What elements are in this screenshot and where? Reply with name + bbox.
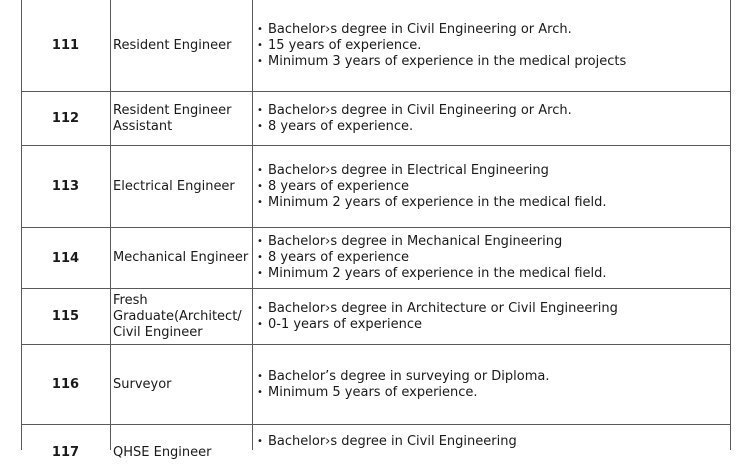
position-title: Resident Engineer Assistant: [113, 102, 232, 134]
requirement-item: • Bachelor’s degree in surveying or Diploma.: [257, 369, 730, 385]
requirement-item: • Minimum 2 years of experience in the medical field.: [257, 266, 730, 282]
requirement-item: • Bachelor›s degree in Electrical Engineering: [257, 163, 730, 179]
requirements-list: [254, 289, 730, 344]
requirement-item: • Minimum 5 years of experience.: [257, 385, 730, 401]
column-divider: [730, 0, 731, 450]
position-title: Resident Engineer: [113, 37, 232, 53]
requirement-item: • 8 years of experience: [257, 179, 730, 195]
position-number: 114: [51, 250, 80, 266]
requirement-item: • 8 years of experience.: [257, 119, 730, 135]
requirement-item: • Bachelor›s degree in Mechanical Engineering: [257, 234, 730, 250]
table-row: [21, 345, 730, 424]
position-title: Surveyor: [113, 376, 172, 392]
requirement-item: • Minimum 2 years of experience in the medical field.: [257, 195, 730, 211]
position-number: 112: [51, 111, 80, 126]
position-title: QHSE Engineer: [113, 445, 212, 460]
position-number: 115: [51, 309, 80, 324]
table-row: [21, 92, 730, 145]
requirements-list: [254, 0, 730, 91]
requirements-list: [254, 425, 730, 476]
table-row: [21, 289, 730, 344]
requirements-list: [254, 92, 730, 145]
table-row: [21, 146, 730, 227]
requirements-list: [254, 345, 730, 424]
requirements-list: [254, 146, 730, 227]
requirement-item: • Bachelor›s degree in Civil Engineering or Arch.: [257, 103, 730, 119]
position-title: Electrical Engineer: [113, 178, 235, 194]
requirement-item: • Bachelor›s degree in Architecture or Civil Engineering: [257, 301, 730, 317]
position-title: Mechanical Engineer: [113, 250, 249, 265]
position-number: 117: [51, 445, 80, 460]
requirements-list: [254, 228, 730, 288]
table-row: [21, 0, 730, 91]
position-number: 113: [51, 179, 80, 194]
requirement-item: • Bachelor›s degree in Civil Engineering: [257, 434, 730, 450]
position-number: 116: [51, 377, 80, 392]
requirement-item: • Bachelor›s degree in Civil Engineering or Arch.: [257, 22, 730, 38]
table-row: [21, 228, 730, 288]
table-row: [21, 425, 730, 476]
requirement-item: • 15 years of experience.: [257, 38, 730, 54]
position-number: 111: [51, 38, 80, 53]
requirement-item: • 0-1 years of experience: [257, 317, 730, 333]
position-title: Fresh Graduate(Architect/ Civil Engineer: [113, 292, 242, 340]
requirement-item: • Minimum 3 years of experience in the medical projects: [257, 54, 730, 70]
requirement-item: • 8 years of experience: [257, 250, 730, 266]
